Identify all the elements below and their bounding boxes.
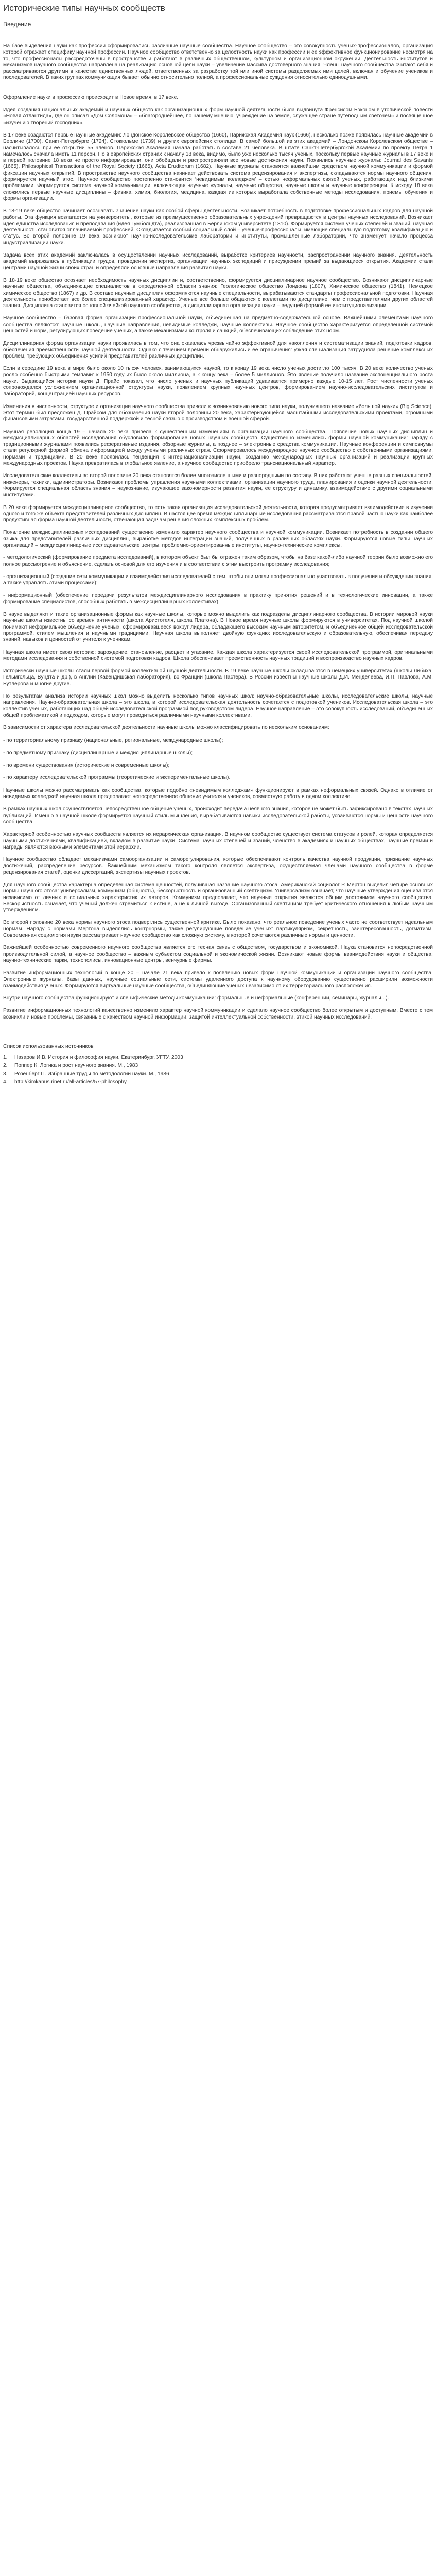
paragraph: Научное сообщество обладает механизмами самоорганизации и саморегулирования, которые обеспечивают контроль качества научной продукции, признание научных достижений, распределение ресурсов. Важнейшим механизмом такого контроля является экспертиза, осуществляемая членами научного сообщества в форме рецензирования статей, оценки диссертаций, экспертизы научных проектов. xyxy=(3,857,433,875)
paragraph: Изменения в численности, структуре и организации научного сообщества привели к возникновению нового типа науки, получившего название «большой науки» (Big Science). Этот термин был предложен Д. Прайсом для обозначения науки второй половины 20 века, характеризующейся масштабными исследовательскими проектами, огромными финансовыми затратами, государственной поддержкой и тесной связью с производством и военной сферой. xyxy=(3,403,433,422)
source-text: Назаров И.В. История и философия науки. Екатеринбург, УГТУ, 2003 xyxy=(14,1055,183,1061)
list-item: - по территориальному признаку (национальные, региональные, международные школы); xyxy=(3,737,223,743)
paragraph: В 17 веке создаются первые научные академии: Лондонское Королевское общество (1660), Парижская Академия наук (1666), несколько позже появилась научные академии в Берлине (1700), Санкт-Петербурге (1724), Стокгольме (1739) и других европейских столицах. В самой большой из этих академий – Лондонском Королевском обществе – насчитывалось при ее открытии 55 членов. Парижская Академия начала работать в составе 21 человека. В штате Санкт-Петербургской Академии по проекту Петра 1 намечалось сначала иметь 11 персон. Но в европейских странах к началу 18 века, видимо, было уже несколько тысяч ученых, поскольку первые научные журналы в 17 веке и в первой половине 18 века не просто информировали, они обобщали и распространяли все новые достижения науки. Появились научные журналы: Journal des Savants (1665), Philosophical Transactions of the Royal Society (1665), Acta Eruditorum (1682). Научные журналы становятся важнейшим средством научной коммуникации и формой фиксации научных открытий. В пространстве научного сообщества начинает действовать система рецензирования и экспертизы, складываются нормы научного общения, формируется научный этос. Научное сообщество постепенно становится ‘невидимым колледжем’ – сетью неформальных связей ученых, работающих над близкими проблемами. Формируется система научной коммуникации, включающая научные журналы, научные общества, научные школы и научные конференции. К исходу 18 века сложились первые научные дисциплины – физика, химия, биология, медицина, каждая из которых выработала собственные методы исследования, приемы обучения и формы организации. xyxy=(3,132,433,201)
paragraph: Развитие информационных технологий качественно изменило характер научной коммуникации и сделало научное сообщество более открытым и доступным. Вместе с тем возникли и новые проблемы, связанные с качеством научной информации, защитой интеллектуальной собственности, этикой научных исследований. xyxy=(3,1008,433,1020)
document-body xyxy=(3,43,433,1021)
paragraph: Идея создания национальных академий и научных обществ как организационных форм научной деятельности была выдвинута Френсисом Бэконом в утопической повести «Новая Атлантида», где он описал «Дом Соломона» – «благороднейшее, по нашему мнению, учреждение на земле, служащее стране путеводным светочем» и посвященное «изучению творений господних». xyxy=(3,107,433,126)
paragraph: Задача всех этих академий заключалась в осуществлении научных исследований, выработке критериев научности, распространении научного знания. Деятельность академий выражалась в публикации трудов, проведении экспертиз, организации научных экспедиций и присуждении премий за выдающиеся открытия. Академии стали центрами научной жизни своих стран и определяли основные направления развития науки. xyxy=(3,252,433,271)
list-item: - по времени существования (исторические и современные школы); xyxy=(3,762,170,769)
paragraph: Научные школы можно рассматривать как сообщества, которые подобно «невидимым колледжам» функционируют в рамках неформальных связей. Однако в отличие от невидимых колледжей научная школа предполагает непосредственное общение учителя и учеников, совместную работу в одном коллективе. xyxy=(3,787,433,800)
source-text: Розенберг П. Избранные труды по методологии науки. М., 1986 xyxy=(14,1071,169,1077)
source-item xyxy=(3,1079,433,1086)
paragraph: Если в середине 19 века в мире было около 10 тысяч человек, занимающихся наукой, то к концу 19 века число ученых достигло 100 тысяч. В 20 веке количество ученых росло особенно быстрыми темпами: к 1950 году их было около миллиона, а к концу века – более 5 миллионов. Это явление получило название экспоненциального роста науки. Выдающийся историк науки Д. Прайс показал, что число ученых и научных публикаций удваивается примерно каждые 10-15 лет. Рост численности ученых сопровождался усложнением организационной структуры науки, появлением крупных научных центров, формированием научно-исследовательских институтов и лабораторий, концентрацией научных ресурсов. xyxy=(3,366,433,397)
paragraph: В науке выделяют и такие организационные формы как научные школы, которые можно выделить как подразделы дисциплинарного сообщества. В истории мировой науки научные школы известны со времен античности (школа Аристотеля, школа Платона). В Новое время научные школы формируются в университетах. Под научной школой понимают неформальное объединение ученых, сформировавшееся вокруг лидера, обладающего высоким научным авторитетом, и объединенное общей исследовательской программой, стилем мышления и научными традициями. Научная школа выполняет двойную функцию: исследовательскую и образовательную, обеспечивая передачу знаний, навыков и ценностей от учителя к ученикам. xyxy=(3,612,433,643)
paragraph: В зависимости от характера исследовательской деятельности научные школы можно классифицировать по нескольким основаниям: xyxy=(3,725,329,731)
page-title: Исторические типы научных сообществ xyxy=(3,3,165,13)
paragraph: В рамках научных школ осуществляется непосредственное общение ученых, происходит передача неявного знания, которое не может быть зафиксировано в текстах научных публикаций. Именно в научной школе формируется научный стиль мышления, вырабатываются навыки исследовательской работы, усваиваются нормы и ценности научного сообщества. xyxy=(3,806,433,825)
source-link[interactable]: http://kimkanus.rinet.ru/all-articles/57-philosophy xyxy=(14,1079,127,1086)
paragraph: Во второй половине 20 века нормы научного этоса подверглись существенной критике. Было показано, что реальное поведение ученых часто не соответствует идеальным нормам. Наряду с нормами Мертона выделялись контрнормы, также регулирующие поведение ученых: партикуляризм, секретность, заинтересованность, догматизм. Современная социология науки рассматривает научное сообщество как сложную систему, в которой сочетаются различные нормы и ценности. xyxy=(3,920,433,939)
paragraph: Исследовательские коллективы во второй половине 20 века становятся более многочисленными и разнородными по составу. В них работают ученые разных специальностей, инженеры, техники, администраторы. Возникают проблемы управления научными коллективами, организации научного труда, планирования и оценки научной деятельности. Формируется специальная область знания – наукознание, изучающее закономерности развития науки, ее структуру и динамику, взаимодействие с другими социальными институтами. xyxy=(3,473,433,498)
source-number: 1. xyxy=(3,1055,8,1061)
paragraph: Дисциплинарная форма организации науки проявилась в том, что она оказалась чрезвычайно эффективной для накопления и систематизации знаний, подготовки кадров, обеспечения преемственности научной деятельности. Однако с течением времени обнаружились и ее ограничения: узкая специализация затрудняла решение комплексных проблем, требующих объединения усилий представителей различных дисциплин. xyxy=(3,341,433,359)
paragraph: Характерной особенностью научных сообществ является их иерархическая организация. В научном сообществе существует система статусов и ролей, которая определяется научными достижениями, квалификацией, вкладом в развитие науки. Система научных степеней и званий, членство в академиях и научных обществах, научные премии и награды являются важными элементами этой иерархии. xyxy=(3,832,433,850)
source-number: 4. xyxy=(3,1079,8,1086)
source-item xyxy=(3,1071,433,1077)
source-number: 3. xyxy=(3,1071,8,1077)
paragraph: - информационный (обеспечение передачи результатов междисциплинарного исследования в практику принятия решений и в технологические инновации, а также формирование специалистов, способных работать в междисциплинарных коллективах). xyxy=(3,592,433,605)
paragraph: Для научного сообщества характерна определенная система ценностей, получившая название научного этоса. Американский социолог Р. Мертон выделил четыре основных нормы научного этоса: универсализм, коммунизм (общность), бескорыстность и организованный скептицизм. Универсализм означает, что научные утверждения оцениваются независимо от личных и социальных характеристик их авторов. Коммунизм предполагает, что научные открытия являются общим достоянием научного сообщества. Бескорыстность означает, что ученый должен стремиться к истине, а не к личной выгоде. Организованный скептицизм требует критического отношения к любым научным утверждениям. xyxy=(3,882,433,913)
sources-list xyxy=(3,1055,433,1086)
paragraph: На базе выделения науки как профессии сформировались различные научные сообщества. Научное сообщество – это совокупность ученых-профессионалов, организация которой отражает специфику научной профессии. Научное сообщество ответственно за целостность науки как профессии и ее эффективное функционирование несмотря на то, что профессионалы рассредоточены в пространстве и работают в различных общественном, культурном и организационном окружении. Деятельность институтов и механизмов научного сообщества направлена на реализацию основной цели науки – увеличение массива достоверного знания. Члены научного сообщества считают себя и рассматриваются другими в качестве единственных людей, ответственных за разработку той или иной системы разделяемых ими целей, включая и обучение учеников и последователей. В таких группах коммуникация бывает обычно относительно полной, а профессиональные суждения относительно единодушными. xyxy=(3,43,433,81)
paragraph: Исторически научные школы стали первой формой коллективной научной деятельности. В 19 веке научные школы складываются в немецких университетах (школы Либиха, Гельмгольца, Вундта и др.), в Англии (Кавендишская лаборатория), во Франции (школа Пастера). В России известны научные школы Д.И. Менделеева, И.П. Павлова, А.М. Бутлерова и многие другие. xyxy=(3,668,433,687)
section-heading-intro: Введение xyxy=(3,21,31,28)
paragraph: По результатам анализа истории научных школ можно выделить несколько типов научных школ: научно-образовательные школы, исследовательские школы, научные направления. Научно-образовательная школа – это школа, в которой исследовательская деятельность сочетается с подготовкой учеников. Исследовательская школа – это коллектив ученых, работающих над общей исследовательской программой под руководством лидера. Научное направление – это совокупность исследований, объединенных общей проблематикой и подходом, которые могут проводиться различными научными коллективами. xyxy=(3,693,433,718)
list-item: - по предметному признаку (дисциплинарные и междисциплинарные школы); xyxy=(3,750,193,756)
paragraph: В 20 веке формируется междисциплинарное сообщество, то есть такая организация исследовательской деятельности, которая предусматривает взаимодействие в изучении одного и того же объекта представителей различных дисциплин. В настоящее время междисциплинарные исследования рассматриваются правой частью науки как наиболее продуктивная форма научной деятельности, отвечающая задачам решения сложных комплексных проблем. xyxy=(3,504,433,523)
source-item xyxy=(3,1055,433,1061)
document-page xyxy=(0,0,436,1086)
sources-heading: Список использованных источников xyxy=(3,1043,94,1050)
source-text: Поппер К. Логика и рост научного знания. М., 1983 xyxy=(14,1063,138,1069)
paragraph: В 18-19 веке общество начинает осознавать значение науки как особой сферы деятельности. Возникает потребность в подготовке профессиональных кадров для научной работы. Эта функция возлагается на университеты, которые из преимущественно образовательных учреждений превращаются в центры научных исследований. Возникает идея единства исследования и преподавания (идея Гумбольдта), реализованная в Берлинском университете (1810). Формируется система ученых степеней и званий, научная деятельность становится оплачиваемой профессией. Складывается особый социальный слой – ученые-профессионалы, имеющие специальную подготовку, квалификацию и статус. Во второй половине 19 века возникают научно-исследовательские лаборатории и институты, промышленные лаборатории, что знаменует начало процесса индустриализации науки. xyxy=(3,208,433,246)
paragraph: Развитие информационных технологий в конце 20 – начале 21 века привело к появлению новых форм научной коммуникации и организации научного сообщества. Электронные журналы, базы данных, научные социальные сети, системы удаленного доступа к научному оборудованию существенно расширили возможности взаимодействия ученых. Формируются виртуальные научные сообщества, объединяющие ученых независимо от их территориального расположения. xyxy=(3,970,433,989)
paragraph: - организационный (создание сети коммуникации и взаимодействия исследователей с тем, чтобы они могли профессионально участвовать в получении и обсуждении знания, а также управлять этими процессами); xyxy=(3,573,433,586)
paragraph: Появление междисциплинарных исследований существенно изменило характер научного сообщества и научной коммуникации. Возникает потребность в создании общего языка для представителей различных дисциплин, выработке методов интеграции знаний, полученных в различных областях науки. Формируются новые типы научных организаций – междисциплинарные исследовательские центры, проблемно-ориентированные институты, научно-технические комплексы. xyxy=(3,530,433,548)
paragraph: Научная революция конца 19 – начала 20 века привела к существенным изменениям в организации научного сообщества. Появление новых научных дисциплин и междисциплинарных областей исследования обусловило формирование новых научных сообществ. Существенно изменились формы научной коммуникации: наряду с традиционными журналами появились реферативные издания, обзорные журналы, а позднее – электронные средства коммуникации. Научные конференции и симпозиумы стали регулярной формой обмена информацией между учеными различных стран. Сформировалось международное научное сообщество с собственными организациями, нормами и традициями. В 20 веке проявилась тенденция к интернационализации науки, созданию международных научных организаций и реализации крупных международных проектов. Наука превратилась в глобальное явление, а научное сообщество приобрело транснациональный характер. xyxy=(3,429,433,467)
paragraph: Научное сообщество – базовая форма организации профессиональной науки, объединенная на предметно-содержательной основе. Важнейшими элементами научного сообщества являются: научные школы, научные направления, невидимые колледжи, научные коллективы. Научное сообщество характеризуется определенной системой ценностей и норм, регулирующих поведение ученых, а также механизмами контроля и санкций, обеспечивающих соблюдение этих норм. xyxy=(3,315,433,334)
paragraph: Научная школа имеет свою историю: зарождение, становление, расцвет и угасание. Каждая школа характеризуется своей исследовательской программой, оригинальными методами исследования и собственной системой подготовки кадров. Школа обеспечивает преемственность научных традиций и воспроизводство научных кадров. xyxy=(3,649,433,662)
paragraph: Внутри научного сообщества функционируют и специфические методы коммуникации: формальные и неформальные (конференции, семинары, журналы...). xyxy=(3,995,389,1002)
source-number: 2. xyxy=(3,1063,8,1069)
paragraph: В 18-19 веке общество осознает необходимость научных дисциплин и, соответственно, формируется дисциплинарное научное сообщество. Возникают дисциплинарные научные общества, объединяющие специалистов в определенной области знания: Геологическое общество Лондона (1807), Химическое общество (1841), Немецкое химическое общество (1867) и др. В составе научных дисциплин оформляются научные специальности, вырабатываются стандарты профессиональной подготовки. Научная деятельность приобретает все более специализированный характер. Ученые все больше общаются с коллегами по дисциплине, чем с представителями других областей знания. Дисциплина становится основной ячейкой научного сообщества, а дисциплинарная организация науки – ведущей формой ее институционализации. xyxy=(3,277,433,309)
paragraph: - методологический (формирование предмета исследований), в котором объект был бы отражен таким образом, чтобы на базе какой-либо научной теории было возможно его полное рассмотрение и объяснение, сделать основой для его изучения и в соответствии с этим выстроить программу исследования; xyxy=(3,555,433,567)
paragraph: Важнейшей особенностью современного научного сообщества является его тесная связь с обществом, государством и экономикой. Наука становится непосредственной производительной силой, а научное сообщество – важным субъектом социальной и экономической жизни. Возникают новые формы взаимодействия науки и общества: научно-технические парки, технополисы, инновационные центры, венчурные фирмы. xyxy=(3,945,433,963)
list-item: - по характеру исследовательской программы (теоретические и экспериментальные школы). xyxy=(3,775,231,781)
source-item xyxy=(3,1063,433,1069)
paragraph: Оформление науки в профессию происходит в Новое время, в 17 веке. xyxy=(3,94,179,100)
